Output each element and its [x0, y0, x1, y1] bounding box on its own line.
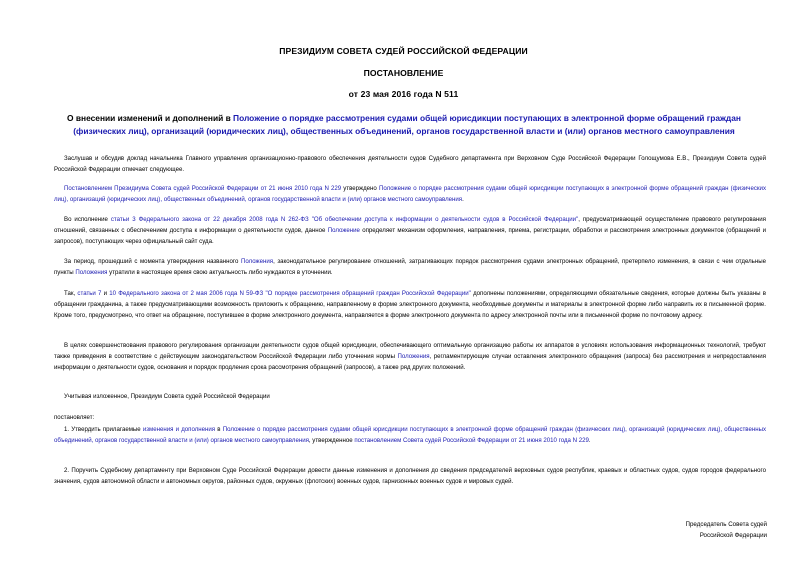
- organization-heading: ПРЕЗИДИУМ СОВЕТА СУДЕЙ РОССИЙСКОЙ ФЕДЕРАЦИИ: [279, 46, 528, 56]
- paragraph-1: [54, 154, 766, 176]
- paragraph-text: Учитывая изложенное, Президиум Совета судей Российской Федерации: [64, 393, 270, 400]
- signature-block: [686, 519, 767, 541]
- law-59-link[interactable]: 10 Федерального закона от 2 мая 2006 года N 59-ФЗ "О порядке рассмотрения обращений граждан Российской Федерации": [109, 290, 471, 297]
- regulation-link[interactable]: Положение о порядке рассмотрения судами общей юрисдикции поступающих в электронной форме обращений граждан (физических лиц), организаций (юридических лиц), общественных объединений, органов государственной власти и (или) органов местного самоуправления: [54, 426, 767, 444]
- paragraph-2: [54, 184, 766, 206]
- paragraph-text: утверждено: [341, 185, 379, 192]
- paragraph-text: За период, прошедший с момента утверждения названного: [64, 258, 241, 265]
- paragraph-5: [54, 289, 766, 321]
- document-type: ПОСТАНОВЛЕНИЕ: [363, 68, 444, 78]
- paragraph-text: Заслушав и обсудив доклад начальника Главного управления организационно-правового обеспечения деятельности судов Судебного департамента при Верховном Суде Российской Федерации Голощумова Е.В., Президиум Совета судей Российской Федерации отмечает следующее.: [54, 155, 766, 173]
- paragraph-text: Так,: [64, 290, 78, 297]
- regulation-link[interactable]: Положения: [240, 258, 274, 265]
- paragraph-3: [54, 215, 766, 247]
- paragraph-text: в: [215, 426, 223, 433]
- paragraph-text: постановляет:: [54, 414, 95, 421]
- paragraph-6: [54, 341, 766, 373]
- paragraph-text: 2. Поручить Судебному департаменту при Верховном Суде Российской Федерации довести данные изменения и дополнения до сведения председателей верховных судов республик, краевых и областных судов, судов городов федерального значения, судов автономной области и автономных округов, районных судов, окружных (флотских) военных судов, гарнизонных военных судов и мировых судей.: [54, 467, 766, 485]
- paragraph-text: определяет механизм оформления, направления, приема, регистрации, обработки и рассмотрения электронных документов (обращений и запросов), поступающих через официальный сайт суда.: [54, 226, 766, 245]
- paragraph-text: .: [588, 436, 591, 444]
- regulation-link[interactable]: Положение о порядке рассмотрения судами общей юрисдикции поступающих в электронной форме обращений граждан (физических лиц), организаций (юридических лиц), общественных объединений, органов государственной власти и (или) органов местного самоуправления: [54, 185, 766, 203]
- paragraph-10: [54, 466, 766, 488]
- paragraph-text: , регламентирующие случаи оставления электронного обращения (запроса) без рассмотрения и непредоставления информации о деятельности судов, основания и порядок продления срока рассмотрения обращений (запросов), а также ряд других положений.: [54, 352, 766, 371]
- paragraph-text: утратили в настоящее время свою актуальность либо нуждаются в уточнении.: [107, 268, 333, 276]
- paragraph-text: .: [462, 195, 464, 203]
- amendments-link[interactable]: изменения и дополнения: [142, 426, 216, 433]
- resolution-229-link[interactable]: Постановлением Президиума Совета судей Российской Федерации от 21 июня 2010 года N 229: [64, 185, 342, 192]
- paragraph-text: Во исполнение: [64, 216, 111, 223]
- paragraph-text: дополнены положениями, определяющими обязательные сведения, которые должны быть указаны в обращении гражданина, а также предусматривающими возможность приложить к обращению, направленному в форме электронного документа, необходимые документы и материалы в электронной форме либо направить их в письменной форме. Кроме того, предусмотрено, что ответ на обращение, поступившее в форме электронного документа, направляется в форме электронного документа по адресу электронной почты или в письменной форме по почтовому адресу.: [54, 290, 767, 319]
- paragraph-4: [54, 257, 766, 279]
- paragraph-text: В целях совершенствования правового регулирования организации деятельности судов общей юрисдикции, обеспечивающего оптимальную организацию работы их аппаратов в условиях использования информационных технологий, требуют также приведения в соответствие с действующим законодательством Российской Федерации либо уточнения нормы: [54, 342, 766, 360]
- paragraph-text: , предусматривающей осуществление правового регулирования отношений, связанных с обеспечением доступа к информации о деятельности судов, данное: [54, 216, 766, 234]
- regulation-link[interactable]: Положения: [75, 268, 108, 276]
- article-7-link[interactable]: статьи 7: [77, 290, 102, 297]
- paragraph-text: и: [101, 290, 110, 297]
- law-262-link[interactable]: статьи 3 Федерального закона от 22 декабря 2008 года N 262-ФЗ "Об обеспечении доступа к информации о деятельности судов в Российской Федерации": [110, 216, 579, 223]
- regulation-link[interactable]: Положения: [397, 352, 430, 360]
- paragraph-text: , утвержденное: [308, 436, 355, 444]
- signature-title: Председатель Совета судей: [685, 521, 767, 528]
- signature-org: Российской Федерации: [699, 532, 767, 539]
- paragraph-text: , законодательное регулирование отношений, затрагивающих порядок рассмотрения судами электронных обращений, претерпело изменения, в связи с чем отдельные пункты: [54, 258, 766, 276]
- paragraph-text: 1. Утвердить прилагаемые: [64, 426, 143, 433]
- document-date: от 23 мая 2016 года N 511: [348, 89, 459, 99]
- paragraph-7: [54, 392, 766, 403]
- regulation-link[interactable]: Положение: [327, 226, 360, 234]
- paragraph-8: [54, 413, 766, 424]
- resolution-229-link[interactable]: постановлением Совета судей Российской Федерации от 21 июня 2010 года N 229: [354, 436, 589, 444]
- title-prefix: О внесении изменений и дополнений в: [67, 113, 234, 123]
- title-link[interactable]: Положение о порядке рассмотрения судами общей юрисдикции поступающих в электронной форме обращений граждан (физических лиц), организаций (юридических лиц), общественных объединений, органов государственной власти и (или) органов местного самоуправления: [73, 113, 741, 136]
- document-title: [50, 112, 758, 138]
- paragraph-9: [54, 425, 766, 447]
